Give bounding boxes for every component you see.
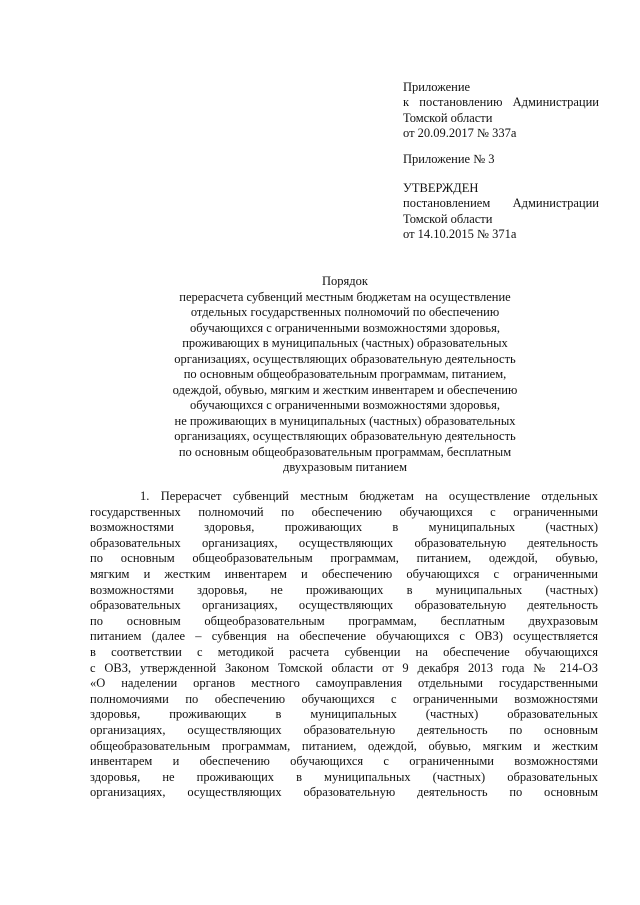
body-line: с ОВЗ, утвержденной Законом Томской области от 9 декабря 2013 года № 214-ОЗ [90,660,598,675]
approved-line: УТВЕРЖДЕН [403,181,479,195]
title-line: организациях, осуществляющих образовательную деятельность [174,429,516,443]
approval-line: от 20.09.2017 № 337а [403,125,517,140]
title-line: Порядок [322,274,368,288]
title-line: по основным общеобразовательным программам, бесплатным [178,444,512,459]
approved-line: от 14.10.2015 № 371а [403,226,517,241]
body-line: инвентарем и обеспечению обучающихся с ограниченными возможностями [90,754,598,769]
body-line: по основным общеобразовательным программам, питанием, одеждой, обувью, [90,551,598,566]
title-line: проживающих в муниципальных (частных) образовательных [182,336,508,350]
body-line: в соответствии с методикой расчета субвенции на обеспечение обучающихся [90,644,598,659]
title-line: не проживающих в муниципальных (частных) образовательных [174,413,516,428]
body-line: питанием (далее – субвенция на обеспечение обучающихся с ОВЗ) осуществляется [90,629,598,644]
body-line: государственных полномочий по обеспечению обучающихся с ограниченными [90,504,598,519]
body-line: полномочиями по обеспечению обучающихся с ограниченными возможностями [90,691,598,706]
body-line: образовательных организациях, осуществляющих образовательную деятельность [90,598,598,613]
body-line: здоровья, проживающих в муниципальных (частных) образовательных [90,707,598,722]
body-line: здоровья, не проживающих в муниципальных (частных) образовательных [90,769,598,784]
body-line: общеобразовательным программам, питанием, одеждой, обувью, мягким и жестким [90,738,598,753]
appendix-number: Приложение № 3 [403,152,495,166]
body-paragraph [90,489,598,801]
appendix-number-block [403,152,599,167]
title-line: обучающихся с ограниченными возможностями здоровья, [190,398,500,412]
body-line: образовательных организациях, осуществляющих образовательную деятельность [90,535,598,550]
approved-line: постановлением Администрации [403,196,599,211]
title-line: перерасчета субвенций местным бюджетам на осуществление [179,289,511,304]
body-line: возможностями здоровья, не проживающих в муниципальных (частных) [90,582,598,597]
approved-block [403,181,599,242]
title-line: по основным общеобразовательным программам, питанием, [183,367,507,381]
body-line: 1. Перерасчет субвенций местным бюджетам на осуществление отдельных [140,489,598,503]
approval-line: Приложение [403,80,471,94]
body-line: по основным общеобразовательным программам, бесплатным двухразовым [90,613,598,628]
document-title [90,274,600,476]
body-line: мягким и жестким инвентарем и обеспечению обучающихся с ограниченными [90,566,598,581]
approval-line: Томской области [403,110,493,125]
body-line: организациях, осуществляющих образовательную деятельность по основным [90,785,598,800]
body-line: возможностями здоровья, проживающих в муниципальных (частных) [90,520,598,535]
body-line: «О наделении органов местного самоуправления отдельными государственными [90,676,598,691]
approval-block [403,80,599,141]
approval-line: к постановлению Администрации [403,95,599,110]
approved-line: Томской области [403,211,493,226]
title-line: организациях, осуществляющих образовательную деятельность [174,351,516,366]
title-line: двухразовым питанием [283,460,407,474]
title-line: одеждой, обувью, мягким и жестким инвентарем и обеспечению [172,382,518,397]
title-line: обучающихся с ограниченными возможностями здоровья, [190,320,500,335]
body-line: организациях, осуществляющих образовательную деятельность по основным [90,722,598,737]
title-line: отдельных государственных полномочий по обеспечению [190,305,500,319]
